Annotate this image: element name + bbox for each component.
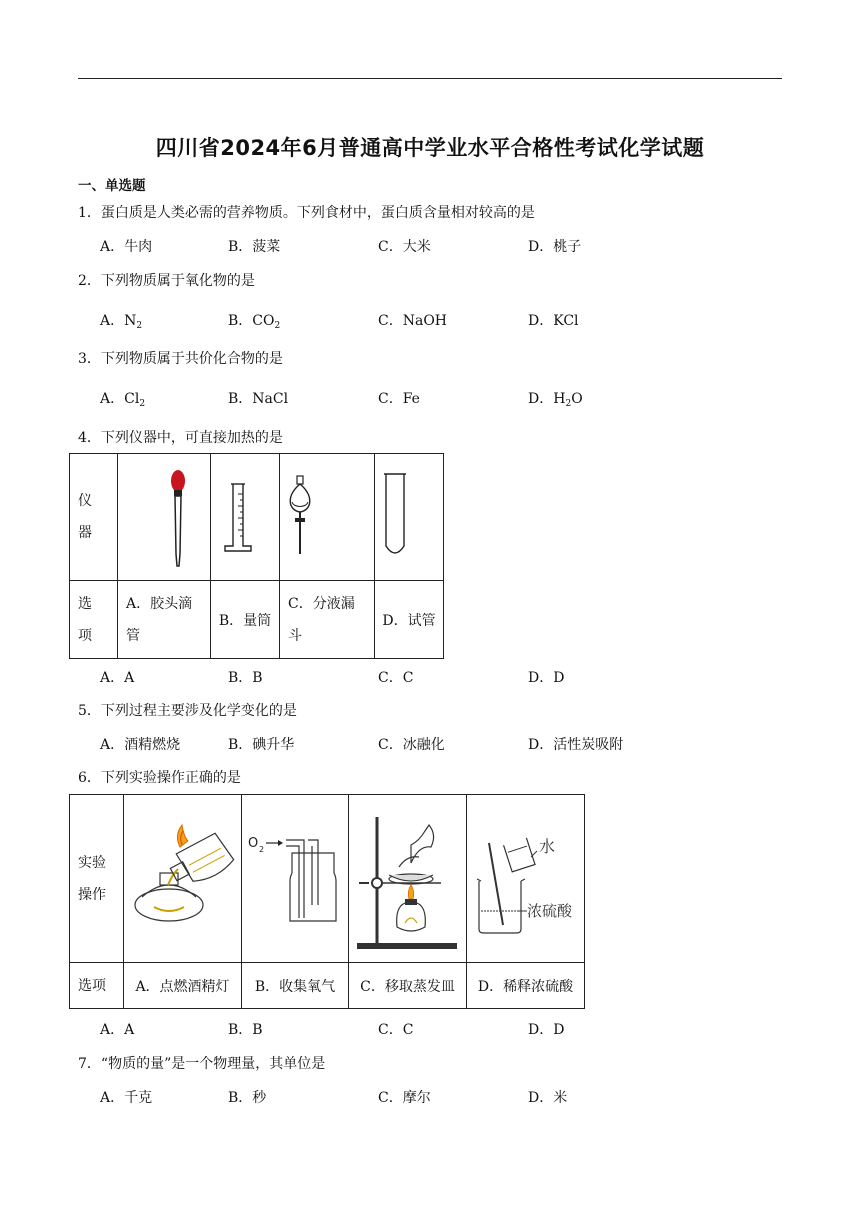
option-d[interactable]: D．$H_2O$ <box>528 391 583 409</box>
collecting-oxygen-image <box>242 795 349 963</box>
question-6-stem: 6．下列实验操作正确的是 <box>78 770 241 786</box>
option-a[interactable]: A．A <box>100 1022 135 1038</box>
question-7-options <box>100 1087 800 1109</box>
water-label: 水 <box>539 837 556 856</box>
o2-label: O <box>248 836 259 851</box>
option-a[interactable]: A．牛肉 <box>100 239 153 255</box>
separatory-funnel-image <box>280 454 375 581</box>
question-1-options <box>100 236 800 258</box>
dropper-image <box>118 454 211 581</box>
question-4-stem: 4．下列仪器中，可直接加热的是 <box>78 430 283 446</box>
question-2-options <box>100 310 800 332</box>
question-3-stem: 3．下列物质属于共价化合物的是 <box>78 351 283 367</box>
row-label-operation: 实验 操作 <box>70 795 124 963</box>
lighting-alcohol-lamp-image <box>124 795 242 963</box>
option-b[interactable]: B．B <box>228 1022 263 1038</box>
moving-evaporating-dish-image <box>349 795 467 963</box>
option-d[interactable]: D．活性炭吸附 <box>528 737 624 753</box>
option-d[interactable]: D．米 <box>528 1090 568 1106</box>
apparatus-table <box>69 453 444 659</box>
question-7-stem: 7．“物质的量”是一个物理量，其单位是 <box>78 1056 326 1072</box>
option-d[interactable]: D．D <box>528 670 565 686</box>
option-c[interactable]: C．Fe <box>378 391 420 407</box>
cell-b: B．收集氧气 <box>242 963 349 1009</box>
option-d[interactable]: D．D <box>528 1022 565 1038</box>
section-heading: 一、单选题 <box>78 178 146 194</box>
option-a[interactable]: A．$N_2$ <box>100 313 143 331</box>
cell-c: C．分液漏 斗 <box>280 581 375 659</box>
cell-d: D．稀释浓硫酸 <box>467 963 585 1009</box>
option-c[interactable]: C．摩尔 <box>378 1090 431 1106</box>
question-4-options <box>100 667 800 689</box>
row-label-choice: 选 项 <box>70 581 118 659</box>
test-tube-image <box>375 454 444 581</box>
question-5-stem: 5．下列过程主要涉及化学变化的是 <box>78 703 297 719</box>
option-c[interactable]: C．冰融化 <box>378 737 445 753</box>
o2-subscript: 2 <box>259 845 265 854</box>
cell-a: A．胶头滴 管 <box>118 581 211 659</box>
diluting-sulfuric-acid-image <box>467 795 585 963</box>
graduated-cylinder-image <box>211 454 280 581</box>
question-3-options <box>100 388 800 410</box>
cell-d: D．试管 <box>375 581 444 659</box>
header-rule <box>78 78 782 79</box>
row-label-apparatus: 仪 器 <box>70 454 118 581</box>
option-c[interactable]: C．大米 <box>378 239 431 255</box>
option-a[interactable]: A．A <box>100 670 135 686</box>
option-b[interactable]: B．碘升华 <box>228 737 295 753</box>
option-b[interactable]: B．NaCl <box>228 391 289 407</box>
option-c[interactable]: C．NaOH <box>378 313 448 329</box>
question-1-stem: 1．蛋白质是人类必需的营养物质。下列食材中，蛋白质含量相对较高的是 <box>78 205 535 221</box>
question-5-options <box>100 734 800 756</box>
option-b[interactable]: B．秒 <box>228 1090 267 1106</box>
cell-a: A．点燃酒精灯 <box>124 963 242 1009</box>
question-6-options <box>100 1019 800 1041</box>
option-b[interactable]: B．$CO_2$ <box>228 313 281 331</box>
option-a[interactable]: A．$Cl_2$ <box>100 391 146 409</box>
option-d[interactable]: D．KCl <box>528 313 579 329</box>
cell-b: B．量筒 <box>211 581 280 659</box>
cell-c: C．移取蒸发皿 <box>349 963 467 1009</box>
option-b[interactable]: B．B <box>228 670 263 686</box>
page-title: 四川省2024年6月普通高中学业水平合格性考试化学试题 <box>155 136 705 160</box>
option-c[interactable]: C．C <box>378 670 414 686</box>
option-c[interactable]: C．C <box>378 1022 414 1038</box>
option-a[interactable]: A．千克 <box>100 1090 153 1106</box>
question-2-stem: 2．下列物质属于氧化物的是 <box>78 273 255 289</box>
option-a[interactable]: A．酒精燃烧 <box>100 737 181 753</box>
option-d[interactable]: D．桃子 <box>528 239 582 255</box>
conc-acid-label: 浓硫酸 <box>527 902 573 920</box>
option-b[interactable]: B．菠菜 <box>228 239 281 255</box>
row-label-choice: 选项 <box>70 963 124 1009</box>
operations-table <box>69 794 585 1009</box>
